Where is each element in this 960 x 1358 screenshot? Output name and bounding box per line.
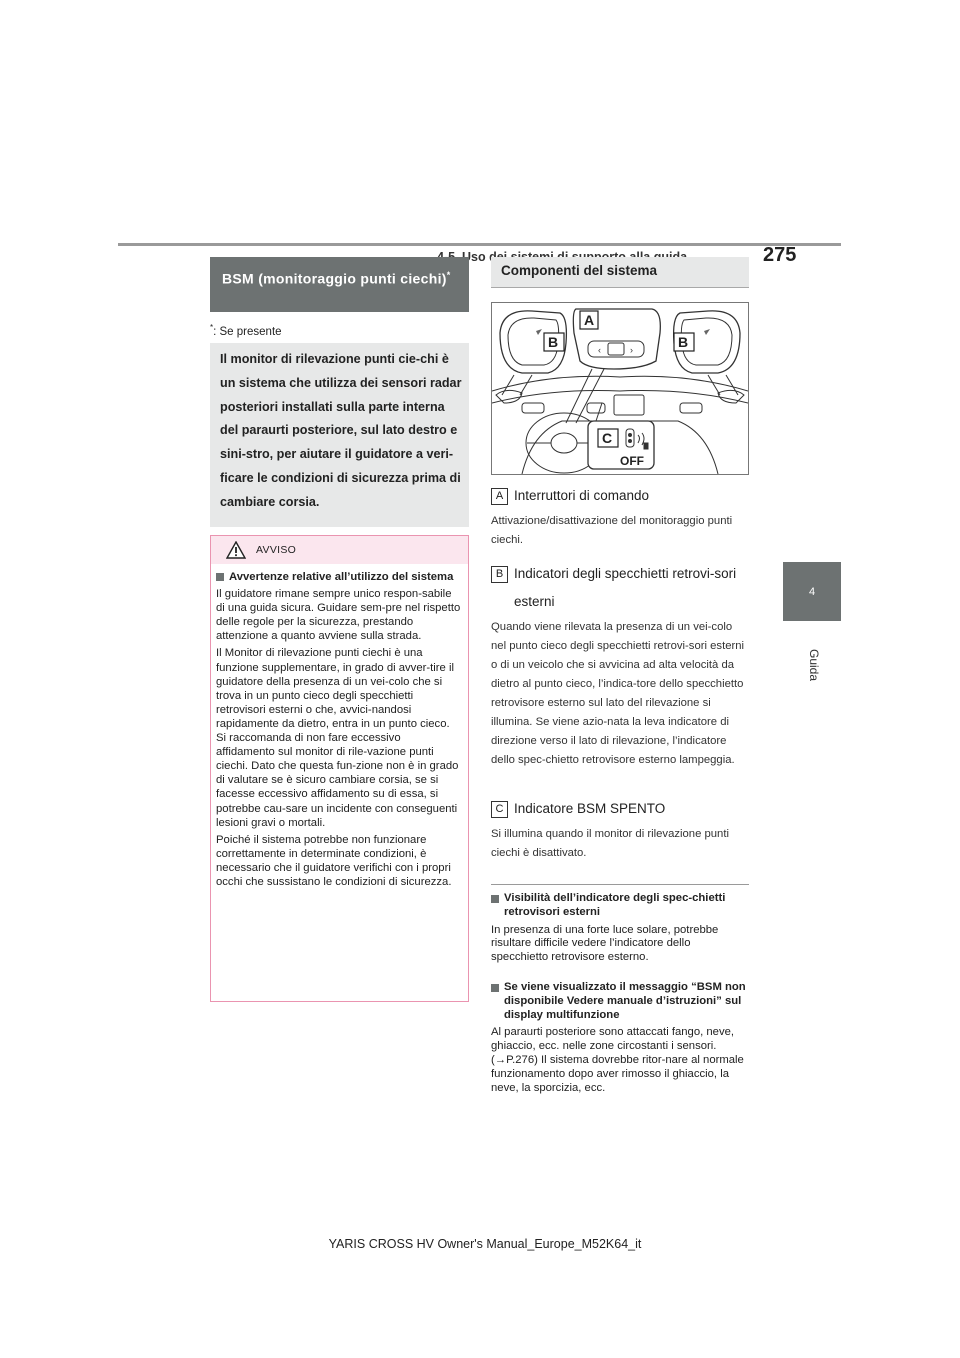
page-reference-link[interactable]: P.276 (506, 1053, 535, 1066)
letter-a-box: A (491, 488, 508, 505)
footnote (210, 323, 282, 338)
note-visibility-body: In presenza di una forte luce solare, potrebbe risultare difficile vedere l’indicatore dello specchietto retrovisore esterno. (491, 923, 719, 964)
off-label: OFF (620, 454, 644, 468)
component-a (491, 482, 749, 550)
warning-paragraph: Poiché il sistema potrebbe non funzionare correttamente in determinate condizioni, è necessario che il guidatore verifichi con i propri occhi che sussistano le condizioni di sicurezza. (216, 833, 452, 888)
callout-c-label: C (602, 430, 613, 446)
component-b-desc: Quando viene rilevata la presenza di un vei-colo nel punto cieco degli specchietti retrovi-sori esterni o di un veicolo che si avvicina ad alta velocità da dietro al punto cieco, l’indica-tore dello specchietto retrovisore esterno sul lato del rilevazione si illumina. Se viene azio-nata la leva indicatore di direzione verso il lato di rilevazione, l’indicatore dello spec-chietto retrovisore esterno lampeggia. (491, 621, 745, 766)
square-bullet-icon (491, 984, 499, 992)
note-message (491, 981, 749, 1095)
warning-header (211, 536, 468, 564)
callout-a-label: A (584, 312, 595, 328)
component-b-label: Indicatori degli specchietti retrovi-sori esterni (514, 566, 737, 609)
square-bullet-icon (216, 573, 224, 581)
letter-c-box: C (491, 801, 508, 818)
component-a-label: Interruttori di comando (514, 488, 650, 503)
bsm-heading-text: BSM (monitoraggio punti ciechi) (222, 270, 447, 287)
footer: YARIS CROSS HV Owner's Manual_Europe_M52K64_it (328, 1237, 642, 1251)
svg-text:›: › (630, 345, 633, 355)
components-heading: Componenti del sistema (501, 263, 658, 278)
letter-b-box: B (491, 566, 508, 583)
component-c-desc: Si illumina quando il monitor di rilevazione punti ciechi è disattivato. (491, 828, 729, 859)
arrow-icon: → (494, 1053, 507, 1066)
warning-box (210, 535, 469, 1002)
footnote-text: : Se presente (213, 325, 282, 338)
footnote-mark: * (210, 323, 214, 332)
component-c-label: Indicatore BSM SPENTO (514, 801, 666, 816)
section-title: Uso (462, 250, 486, 264)
note-message-body: Al paraurti posteriore sono attaccati fango, neve, ghiaccio, ecc. nelle zone circostanti i sensori. (→P.276) Il sistema dovrebbe ritor-nare al normale funzionamento dopo aver rimosso il ghiaccio, la neve, la sporcizia, ecc. (491, 1026, 744, 1094)
component-c (491, 795, 749, 863)
note-visibility (491, 892, 749, 965)
bsm-heading (222, 263, 467, 292)
bsm-heading-mark: * (446, 270, 451, 280)
chapter-label: Guida (807, 648, 821, 682)
warning-subheading: Avvertenze relative all’utilizzo del sistema (216, 570, 462, 584)
warning-paragraph: Il Monitor di rilevazione punti ciechi è una funzione supplementare, in grado di avver-tire il guidatore della presenza di un vei-colo che si trova in un punto cieco degli specchietti retrovisori esterni o che, avvici-nandosi rapidamente da dietro, entra in un punto cieco. Si raccomanda di non fare eccessivo affidamento sul monitor di rile-vazione punti ciechi. Dato che questa fun-zione non è in grado di valutare se è sicuro cambiare corsia, se si facesse eccessivo affidamento su di essa, si potrebbe cau-sare un incidente con conseguenti lesioni gravi o mortali. (216, 647, 459, 829)
page-number: 275 (763, 244, 797, 266)
warning-triangle-icon (226, 541, 246, 559)
chapter-tab[interactable] (783, 562, 841, 621)
callout-b-left-label: B (548, 334, 559, 350)
note-message-title: Se viene visualizzato il messaggio “BSM non disponibile Vedere manuale d’istruzioni” sul display multifunzione (491, 981, 749, 1022)
components-heading-bar (491, 257, 749, 288)
dashboard-illustration (492, 303, 748, 474)
section-divider (491, 884, 749, 885)
warning-title: AVVISO (256, 544, 297, 556)
component-a-desc: Attivazione/disattivazione del monitoraggio punti ciechi. (491, 515, 733, 546)
square-bullet-icon (491, 895, 499, 903)
warning-paragraph: Il guidatore rimane sempre unico respon-sabile di una guida sicura. Guidare sem-pre nel rispetto delle regole per la sicurezza, prestando attenzione a quanto avviene sulla strada. (216, 588, 461, 643)
note-visibility-title: Visibilità dell’indicatore degli spec-chietti retrovisori esterni (491, 892, 749, 920)
chapter-number: 4 (808, 585, 816, 598)
callout-b-right-label: B (678, 334, 689, 350)
warning-body (216, 570, 462, 892)
svg-text:‹: ‹ (598, 345, 601, 355)
component-b (491, 560, 749, 770)
intro-box (210, 343, 469, 527)
bsm-heading-bar (210, 257, 469, 312)
intro-text: Il monitor di rilevazione punti cie-chi è un sistema che utilizza dei sensori radar posteriori installati sulla parte interna del paraurti posteriore, sul lato destro e sini-stro, per aiutare il guidatore a veri-ficare le condizioni di sicurezza prima di cambiare corsia. (220, 352, 462, 509)
system-illustration (491, 302, 749, 475)
header-rule (118, 243, 841, 246)
